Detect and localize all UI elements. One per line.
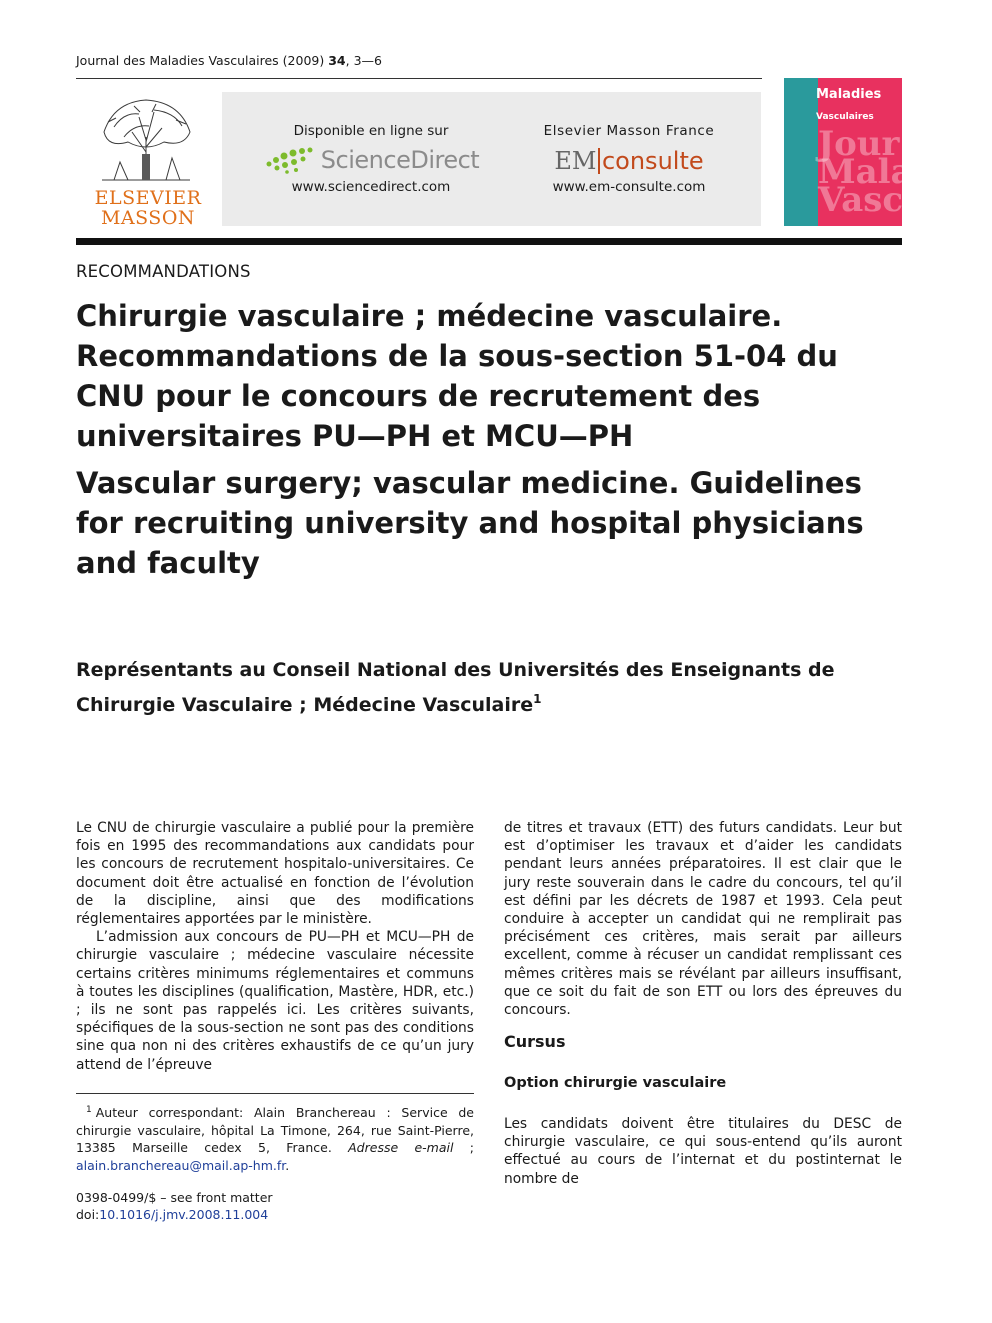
footnote-rule (76, 1093, 474, 1094)
cover-watermark-text: Jour Mala Vasc (818, 124, 913, 220)
footnote-email-label: Adresse e-mail (348, 1140, 454, 1155)
authors-footnote-ref[interactable]: 1 (533, 692, 542, 706)
em-logo-em: EM (554, 147, 597, 175)
footnote-email-link[interactable]: alain.branchereau@mail.ap-hm.fr (76, 1157, 286, 1173)
heading-option-chirurgie: Option chirurgie vasculaire (504, 1075, 727, 1091)
sciencedirect-logo[interactable] (256, 143, 486, 177)
footnote-end: . (285, 1157, 290, 1173)
doi-link[interactable]: 10.1016/j.jmv.2008.11.004 (99, 1207, 269, 1222)
footnote-text: Auteur correspondant: Alain Branchereau : Service de chirurgie vasculaire, hôpital La Timone, 264, rue Saint-Pierre, 13385 Marseille cedex 5, France. (76, 1105, 474, 1155)
footnote-mark: 1 (86, 1105, 92, 1115)
heading-cursus: Cursus (504, 1032, 566, 1051)
header-rule (76, 78, 762, 79)
journal-name: Journal des Maladies Vasculaires (2009) (76, 53, 329, 68)
body-paragraph: L’admission aux concours de PU—PH et MCU—PH de chirurgie vasculaire ; médecine vasculaire nécessite certains critères minimums réglementaires et communs à toutes les disciplines (qualification, Mastère, HDR, etc.) ; ils ne sont pas rappelés ici. Les critères suivants, spécifiques de la sous-section ne sont pas des conditions sine qua non ni des critères exhaustifs de ce qu’un jury attend de l’épreuve (76, 929, 474, 1073)
header-thick-rule (76, 238, 902, 245)
em-consulte-logo[interactable] (514, 143, 744, 179)
issn-block (76, 1189, 273, 1223)
cover-title: Maladies (816, 87, 882, 102)
masson-wordmark: MASSON (100, 207, 196, 229)
body-column-left (76, 819, 474, 1074)
em-consulte-block (514, 123, 744, 195)
doi-label: doi: (76, 1207, 100, 1222)
elsevier-tree-icon (94, 92, 198, 184)
authors-text: Représentants au Conseil National des Universités des Enseignants de Chirurgie Vasculaire ; Médecine Vasculaire (76, 659, 835, 716)
elsevier-wordmark: ELSEVIER (94, 187, 202, 209)
journal-cover-thumbnail (784, 78, 913, 226)
article-title-french: Chirurgie vasculaire ; médecine vasculaire. Recommandations de la sous-section 51-04 du CNU pour le concours de recrutement des universitaires PU—PH et MCU—PH (76, 299, 838, 453)
article-authors (76, 656, 906, 720)
sciencedirect-wordmark: ScienceDirect (320, 146, 480, 174)
sciencedirect-block (256, 123, 486, 195)
journal-volume: 34 (328, 53, 346, 68)
body-paragraph: Le CNU de chirurgie vasculaire a publié pour la première fois en 1995 des recommandations aux candidats pour les concours de recrutement hospitalo-universitaires. Ce document doit être actualisé en fonction de l’évolution de la discipline, ainsi que des modifications réglementaires apportées par le ministère. (76, 820, 474, 928)
sciencedirect-dots-icon (263, 146, 315, 174)
body-paragraph: de titres et travaux (ETT) des futurs candidats. Leur but est d’optimiser les travaux et d’aider les candidats pendant leurs années préparatoires. Il est clair que le jury reste souverain dans le cadre du concours, tel qu’il est défini par les décrets de 1987 et 1993. Cela peut conduire à accepter un candidat qui ne remplirait pas précisément ces critères, mais serait par ailleurs excellent, comme à récuser un candidat remplissant ces mêmes critères mais se révélant par ailleurs insuffisant, que ce soit du fait de son ETT ou lors des épreuves du concours. (504, 820, 902, 1019)
journal-pages: , 3—6 (345, 53, 382, 68)
cover-side-strip (784, 78, 818, 226)
body-paragraph: Les candidats doivent être titulaires du DESC de chirurgie vasculaire, ce qui sous-entend qu’ils auront effectué au cours de l’internat et du postinternat le nombre de (504, 1116, 902, 1187)
journal-reference (76, 53, 382, 68)
issn-line: 0398-0499/$ – see front matter (76, 1190, 273, 1205)
em-logo-consulte: consulte (601, 147, 704, 175)
footnote (76, 1102, 474, 1174)
body-column-right-continued (504, 1115, 902, 1188)
elsevier-masson-logo (94, 92, 202, 228)
em-logo-divider (598, 148, 600, 174)
em-consulte-caption: Elsevier Masson France (543, 123, 715, 139)
cover-subtitle: Vasculaires (816, 112, 874, 122)
doi-line (76, 1206, 273, 1223)
footnote-email-separator: ; (453, 1140, 475, 1155)
article-section-label: RECOMMANDATIONS (76, 262, 251, 281)
sciencedirect-url[interactable]: www.sciencedirect.com (291, 179, 451, 195)
body-column-right (504, 819, 902, 1019)
sciencedirect-caption: Disponible en ligne sur (293, 123, 449, 139)
em-consulte-url[interactable]: www.em-consulte.com (552, 179, 706, 195)
article-title-english: Vascular surgery; vascular medicine. Guidelines for recruiting university and hospital physicians and faculty (76, 466, 864, 580)
